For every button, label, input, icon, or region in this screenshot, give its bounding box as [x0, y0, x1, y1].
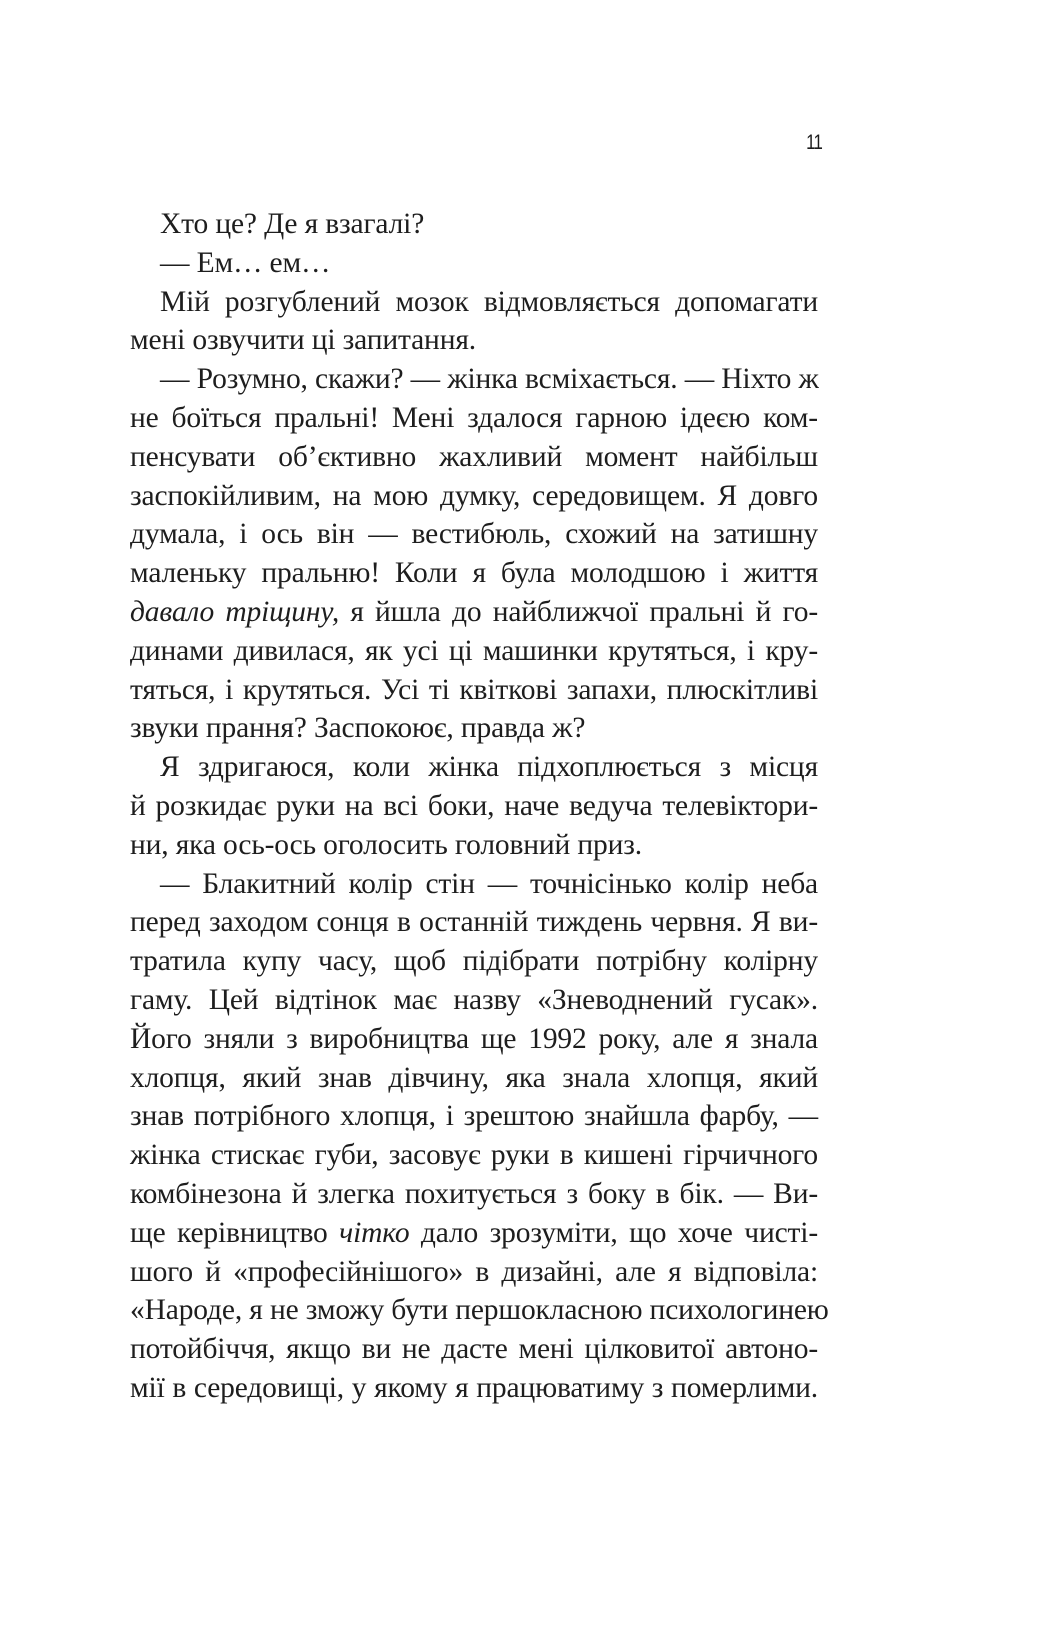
text-line: — Ем… ем…: [160, 246, 331, 279]
text-line: Хто це? Де я взагалі?: [160, 208, 425, 240]
text-line: гаму. Цей відтінок має назву «Зневоднений гусак».: [130, 983, 818, 1016]
text-line: маленьку пральню! Коли я була молодшою і життя: [130, 557, 818, 590]
text-line: динами дивилася, як усі ці машинки крутяться, і кру-: [130, 634, 818, 667]
text-line: [130, 593, 818, 632]
italic-text: чітко: [339, 1216, 410, 1249]
text-line: жінка стискає губи, засовує руки в кишені гірчичного: [130, 1139, 818, 1172]
text-line: перед заходом сонця в останній тиждень червня. Я ви-: [130, 906, 818, 939]
text-line: комбінезона й злегка похитується з боку в бік. — Ви-: [130, 1177, 818, 1210]
text-line: ни, яка ось-ось оголосить головний приз.: [130, 828, 643, 861]
paragraph: [130, 244, 818, 283]
text-line: не боїться пральні! Мені здалося гарною ідеєю ком-: [130, 401, 818, 434]
text-line: — Розумно, скажи? — жінка всміхається. — Ніхто ж: [160, 363, 819, 396]
text-run: ще керівництво: [130, 1216, 340, 1249]
body-text: [130, 205, 829, 1408]
text-line: Його зняли з виробництва ще 1992 року, але я знала: [130, 1022, 818, 1055]
text-line: пенсувати об’єктивно жахливий момент найбільш: [130, 440, 818, 473]
text-line: мені озвучити ці запитання.: [130, 324, 476, 357]
text-line: Мій розгублений мозок відмовляється допомагати: [160, 285, 818, 318]
italic-text: давало тріщину,: [130, 595, 340, 628]
text-run: я йшла до найближчої пральні й го-: [339, 595, 818, 628]
paragraph: [130, 748, 818, 864]
text-line: думала, і ось він — вестибюль, схожий на затишну: [130, 518, 818, 551]
text-line: хлопця, який знав дівчину, яка знала хлопця, який: [130, 1061, 818, 1094]
text-line: мії в середовищі, у якому я працюватиму з померлими.: [130, 1371, 818, 1404]
text-line: й розкидає руки на всі боки, наче ведуча телевіктори-: [130, 789, 818, 822]
text-line: тратила купу часу, щоб підібрати потрібну колірну: [130, 945, 818, 978]
text-line: заспокійливим, на мою думку, середовищем. Я довго: [130, 479, 818, 512]
text-line: потойбіччя, якщо ви не дасте мені цілковитої автоно-: [130, 1333, 818, 1366]
text-line: шого й «професійнішого» в дизайні, але я відповіла:: [130, 1255, 818, 1288]
text-run: дало зрозуміти, що хоче чисті-: [409, 1216, 818, 1249]
text-line: Я здригаюся, коли жінка підхоплюється з місця: [160, 751, 818, 784]
paragraph: [130, 205, 818, 244]
text-line: тяться, і крутяться. Усі ті квіткові запахи, плюскітливі: [130, 673, 818, 706]
text-line: — Блакитний колір стін — точнісінько колір неба: [160, 867, 818, 900]
text-line: «Народе, я не зможу бути першокласною психологинею: [130, 1294, 829, 1327]
text-line: звуки прання? Заспокоює, правда ж?: [130, 712, 586, 745]
page-number: 11: [806, 131, 822, 154]
paragraph: [130, 865, 829, 1408]
paragraph: [130, 360, 818, 748]
paragraph: [130, 283, 818, 361]
text-line: [130, 1214, 818, 1253]
text-line: знав потрібного хлопця, і зрештою знайшла фарбу, —: [130, 1100, 818, 1133]
